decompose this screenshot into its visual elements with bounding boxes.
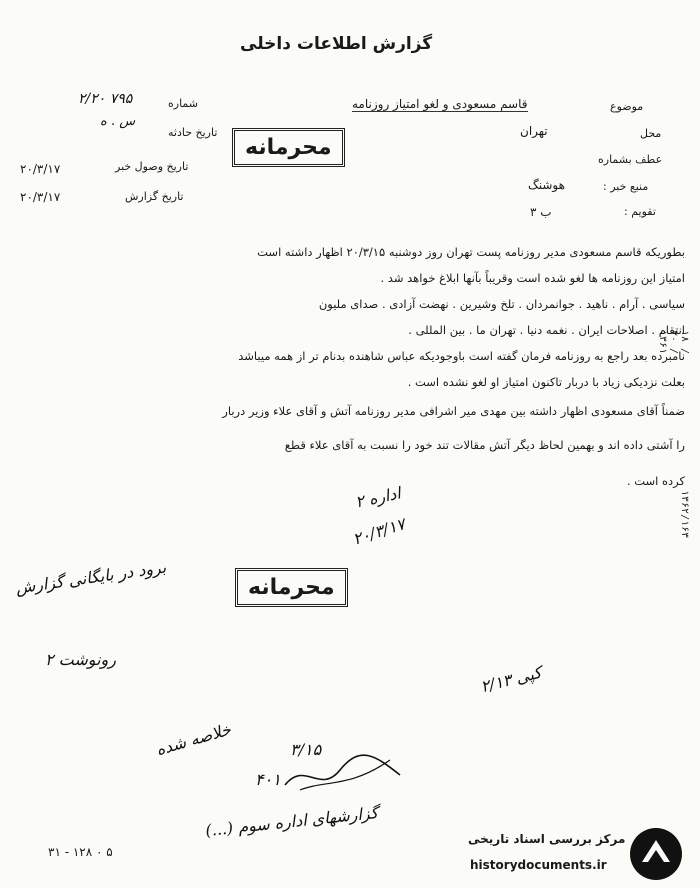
body-line-3: سیاسی . آرام . ناهید . جوانمردان . تلخ وشیرین . نهضت آزادی . صدای ملیون — [318, 297, 685, 311]
handwritten-date: ۲۰/۳/۱۷ — [350, 514, 408, 549]
source-label: منبع خبر : — [603, 180, 649, 193]
receipt-date-value: ۲۰/۳/۱۷ — [20, 162, 61, 176]
handwritten-note-7: ۴۰۱ — [255, 770, 281, 789]
signature-scribble — [280, 740, 420, 800]
handwritten-note-1: اداره ۲ — [353, 483, 403, 512]
number-value-secondary: س . ه — [100, 114, 136, 129]
watermark-site-url: historydocuments.ir — [470, 858, 607, 872]
evaluation-value: ب ۳ — [530, 205, 552, 219]
archive-logo-icon — [628, 826, 684, 882]
report-date-label: تاریخ گزارش — [125, 190, 184, 203]
subject-label: موضوع — [610, 100, 644, 113]
body-line-8: را آشتی داده اند و بهمین لحاظ دیگر آتش مقالات تند خود را نسبت به آقای علاء قطع — [284, 438, 685, 452]
reference-label: عطف بشماره — [598, 153, 663, 166]
handwritten-note-3: رونوشت ۲ — [45, 650, 116, 669]
place-label: محل — [640, 127, 662, 140]
number-value: ۲/۲۰ ۷۹۵ — [78, 91, 133, 107]
confidential-stamp-top: محرمانه — [232, 128, 345, 167]
body-line-2: امتیاز این روزنامه ها لغو شده است وقریباً بآنها ابلاغ خواهد شد . — [380, 271, 685, 285]
side-note-number: ۱۳۶۲/۱۶۳ — [679, 490, 690, 539]
handwritten-note-6: ۳/۱۵ — [290, 740, 322, 759]
body-line-6: بعلت نزدیکی زیاد با دربار تاکنون امتیاز او لغو نشده است . — [407, 375, 685, 389]
handwritten-note-4: کپی ۲/۱۳ — [478, 662, 544, 697]
body-line-5: نامبرده بعد راجع به روزنامه فرمان گفته است باوجودیکه عباس شاهنده بدنام تر از همه میباشد — [238, 349, 685, 363]
evaluation-label: تقویم : — [624, 205, 656, 218]
incident-date-label: تاریخ حادثه — [168, 126, 218, 139]
body-line-4: انتقام . اصلاحات ایران . نغمه دنیا . تهران ما . بین المللی . — [408, 323, 685, 337]
handwritten-note-8: گزارشهای اداره سوم (...) — [204, 802, 380, 841]
place-value: تهران — [520, 124, 548, 138]
handwritten-note-2: برود در بایگانی گزارش — [14, 557, 168, 598]
source-value: هوشنگ — [528, 178, 565, 192]
body-line-9: کرده است . — [626, 474, 685, 488]
receipt-date-label: تاریخ وصول خبر — [115, 160, 189, 173]
number-label: شماره — [168, 97, 199, 110]
body-line-1: بطوریکه قاسم مسعودی مدیر روزنامه پست تهران روز دوشنبه ۲۰/۳/۱۵ اظهار داشته است — [257, 245, 685, 259]
bottom-code: ۳۱ - ۱۲۸ ۰ ۵ — [48, 845, 113, 859]
report-date-value: ۲۰/۳/۱۷ — [20, 190, 61, 204]
side-note-date: ۱۸ / ۳۰ / ۱۳۶۱ — [657, 330, 690, 355]
confidential-stamp-bottom: محرمانه — [235, 568, 348, 607]
subject-value: قاسم مسعودی و لغو امتیاز روزنامه — [352, 97, 528, 111]
watermark-site-name: مرکز بررسی اسناد تاریخی — [468, 832, 626, 846]
handwritten-note-5: خلاصه شده — [153, 719, 234, 760]
body-line-7: ضمناً آقای مسعودی اظهار داشته بین مهدی میر اشرافی مدیر روزنامه آتش و آقای علاء وزیر دربار — [222, 404, 685, 418]
document-title: گزارش اطلاعات داخلی — [240, 34, 433, 54]
